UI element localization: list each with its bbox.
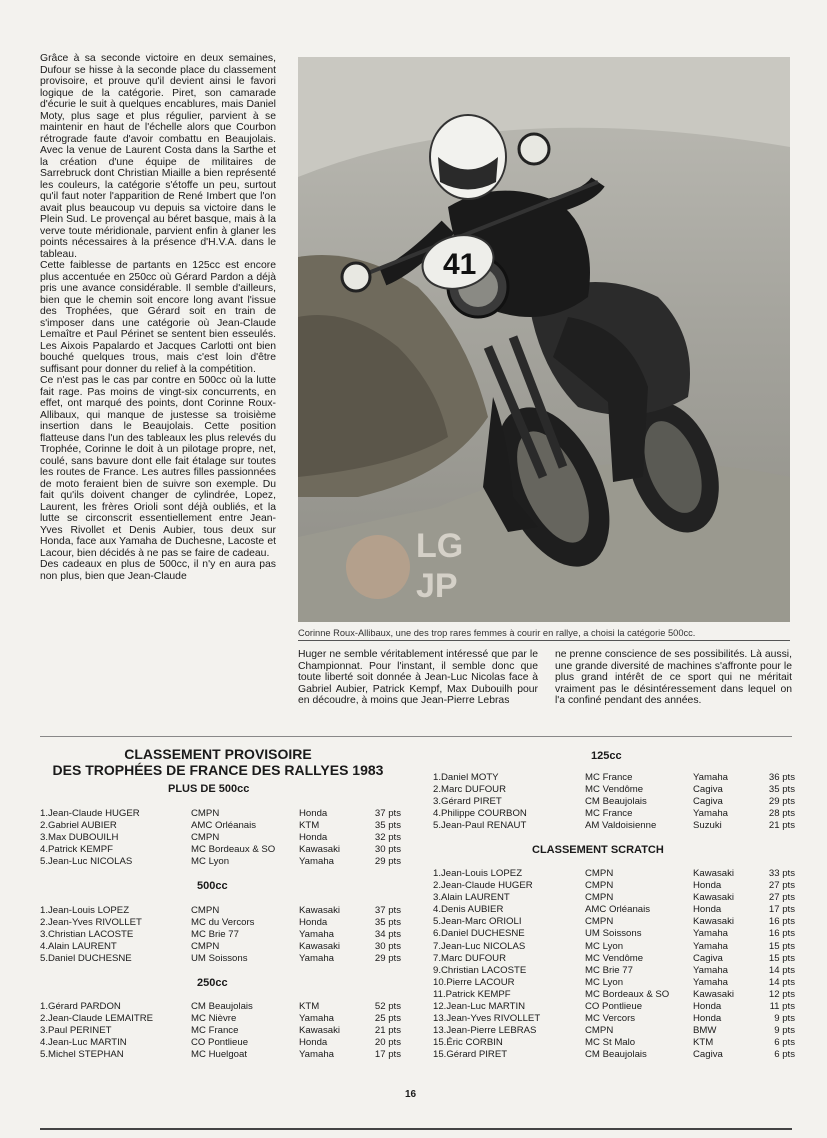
points: 16 pts [768,928,795,940]
rider-name: 10.Pierre LACOUR [433,976,515,988]
rider-name: 3.Alain LAURENT [433,892,510,904]
rider-name: 1.Jean-Louis LOPEZ [433,868,523,879]
standings-row [40,929,401,941]
points: 15 pts [768,940,795,952]
bike-make: Kawasaki [693,916,735,928]
points: 9 pts [774,1013,795,1025]
bike-make: Yamaha [299,953,335,965]
rider-name: 1.Jean-Louis LOPEZ [40,905,130,916]
standings-row [433,880,795,892]
rider-name: 5.Jean-Luc NICOLAS [40,856,133,868]
standings-row [433,1001,795,1013]
points: 35 pts [374,917,401,929]
points: 14 pts [768,976,795,988]
standings-row [40,1049,401,1061]
bike-make: Kawasaki [299,1025,341,1037]
club-name: MC Lyon [585,940,624,952]
bike-make: Yamaha [693,772,729,783]
bike-make: BMW [693,1025,717,1037]
standings-row [40,856,401,868]
standings-row [433,1025,795,1037]
article-paragraph: Huger ne semble véritablement intéressé que par le Championnat. Pour l'instant, il semble donc que toute liberté soit donnée à Jean-Luc Nicolas face à Gabriel Aubier, Patrick Kempf, Max Dubouilh pour en découdre, à moins que Jean-Pierre Lebras [298,649,538,706]
bike-make: Kawasaki [693,988,735,1000]
points: 27 pts [768,880,795,892]
standings-row [433,977,795,989]
points: 29 pts [374,856,401,868]
standings-row [433,953,795,965]
rider-name: 5.Daniel DUCHESNE [40,953,132,965]
page-number: 16 [405,1089,417,1100]
club-name: CM Beaujolais [585,1049,647,1061]
club-name: CM Beaujolais [585,796,647,808]
club-name: CMPN [585,868,614,879]
article-paragraph: Grâce à sa seconde victoire en deux semaines, Dufour se hisse à la seconde place du classement provisoire, et prouve qu'il devient ainsi le favori logique de la catégorie. Piret, son camarade d'écurie le suit à quelques encablures, mais Daniel Moty, plus sage et plus régulier, parvient à se maintenir en haut de l'échelle alors que Courbon rétrograde faute d'avoir combattu en Beaujolais. Avec la venue de Laurent Costa dans la Sarthe et la création d'une équipe de militaires de Sarrebruck dont Christian Miaille a bien représenté les couleurs, la catégorie s'étoffe un peu, surtout qu'il faut noter l'apparition de René Imbert que l'on avait plus beaucoup vu depuis sa victoire dans le Plein Sud. Le provençal au béret basque, mais à la verve toute méridionale, parvient enfin à glaner les points nécessaires à la présence d'H.V.A. dans le tableau. [40,53,276,260]
points: 25 pts [374,1013,401,1025]
motorcycle-photo [298,57,790,622]
rider-name: 12.Jean-Luc MARTIN [433,1001,526,1013]
bike-make: Cagiva [693,952,723,964]
points: 9 pts [774,1025,795,1037]
club-name: CMPN [585,892,614,904]
standings-row [40,1001,401,1013]
rider-name: 1.Gérard PARDON [40,1001,121,1012]
standings-row [40,1037,401,1049]
standings-title-line2: DES TROPHÉES DE FRANCE DES RALLYES 1983 [52,762,384,778]
rider-name: 1.Jean-Claude HUGER [40,808,140,819]
bike-make: Cagiva [693,796,723,808]
rider-name: 4.Patrick KEMPF [40,844,114,856]
points: 29 pts [374,953,401,965]
club-name: MC Lyon [585,976,624,988]
club-name: MC Lyon [191,856,230,868]
club-name: CMPN [585,880,614,892]
bike-make: KTM [693,1037,714,1049]
bike-make: Yamaha [693,808,729,820]
bike-make: Yamaha [299,929,335,941]
rider-name: 2.Marc DUFOUR [433,784,507,796]
bike-make: Yamaha [299,1013,335,1025]
club-name: CMPN [191,905,220,916]
article-paragraph: Des cadeaux en plus de 500cc, il n'y en aura pas non plus, bien que Jean-Claude [40,559,276,582]
standings-row [40,832,401,844]
club-name: MC France [585,772,633,783]
c250-table [40,1001,401,1061]
club-name: MC Vendôme [585,784,644,796]
standings-row [433,916,795,928]
bike-make: Honda [299,917,328,929]
rider-name: 15.Gérard PIRET [433,1049,508,1061]
section-divider [40,736,792,737]
club-name: MC Brie 77 [585,964,633,976]
club-name: MC Bordeaux & SO [191,844,276,856]
points: 21 pts [768,820,795,832]
bike-make: Yamaha [693,964,729,976]
points: 32 pts [374,832,401,844]
c500-table [40,905,401,965]
standings-title-line1: CLASSEMENT PROVISOIRE [124,746,312,762]
points: 6 pts [774,1049,795,1061]
bike-make: Honda [693,880,722,892]
standings-row [40,905,401,917]
c250-heading: 250cc [197,977,228,989]
club-name: MC France [191,1025,239,1037]
bike-make: Honda [693,904,722,916]
standings-row [40,844,401,856]
rider-name: 3.Paul PERINET [40,1025,112,1037]
c500-heading: 500cc [197,880,228,892]
bike-make: Kawasaki [299,905,341,916]
standings-row [433,820,795,832]
watermark-bottom: JP [416,567,458,605]
c125-heading: 125cc [591,750,622,762]
standings-row [40,953,401,965]
scratch-table [433,868,795,1062]
standings-row [433,808,795,820]
article-paragraph: Cette faiblesse de partants en 125cc est encore plus accentuée en 250cc où Gérard Pardon a déjà pris une avance considérable. Il semble d'ailleurs, bien que le chemin soit encore long avant l'issue des Trophées, que Gérard soit en train de s'imposer dans une catégorie où Jean-Claude Lemaître et Paul Périnet se sentent bien esseulés. Les Aixois Papalardo et Jacques Carlotti ont bien bouché quelques trous, mais c'est loin d'être suffisant pour donner du relief à la compétition. [40,260,276,375]
points: 27 pts [768,892,795,904]
club-name: AMC Orléanais [585,904,651,916]
bottom-rule [40,1128,792,1130]
standings-row [40,1013,401,1025]
rider-name: 7.Jean-Luc NICOLAS [433,940,526,952]
article-column-1 [40,53,276,582]
points: 35 pts [768,784,795,796]
club-name: UM Soissons [585,928,642,940]
standings-row [433,772,795,784]
standings-row [433,796,795,808]
club-name: MC Bordeaux & SO [585,988,670,1000]
standings-row [40,820,401,832]
rider-name: 13.Jean-Pierre LEBRAS [433,1025,537,1037]
rider-name: 2.Jean-Claude LEMAITRE [40,1013,154,1025]
points: 12 pts [768,988,795,1000]
watermark-top: LG [416,527,464,565]
rider-name: 3.Gérard PIRET [433,796,502,808]
club-name: MC Huelgoat [191,1049,247,1061]
rider-name: 11.Patrick KEMPF [433,988,511,1000]
club-name: MC Vercors [585,1013,636,1025]
bike-make: Kawasaki [693,868,735,879]
rider-name: 13.Jean-Yves RIVOLLET [433,1013,541,1025]
points: 37 pts [374,905,401,916]
race-number: 41 [443,248,477,281]
rider-name: 2.Jean-Yves RIVOLLET [40,917,142,929]
rider-name: 2.Jean-Claude HUGER [433,880,533,892]
rider-name: 15.Éric CORBIN [433,1037,503,1049]
rider-name: 5.Michel STEPHAN [40,1049,124,1061]
standings-row [433,928,795,940]
club-name: MC Brie 77 [191,929,239,941]
club-name: CO Pontlieue [585,1001,643,1013]
rider-name: 4.Jean-Luc MARTIN [40,1037,127,1049]
standings-row [433,868,795,880]
points: 30 pts [374,844,401,856]
bike-make: Yamaha [693,928,729,940]
bike-make: Kawasaki [299,941,341,953]
bike-make: Kawasaki [693,892,735,904]
rider-name: 5.Jean-Marc ORIOLI [433,916,522,928]
rider-name: 3.Christian LACOSTE [40,929,134,941]
club-name: UM Soissons [191,953,248,965]
points: 16 pts [768,916,795,928]
bike-make: Honda [693,1001,722,1013]
bike-make: Honda [693,1013,722,1025]
points: 17 pts [768,904,795,916]
points: 37 pts [374,808,401,819]
standings-row [433,1049,795,1061]
article-paragraph: ne prenne conscience de ses possibilités. Là aussi, une grande diversité de machines s'affronte pour le plus grand intérêt de ce sport qui ne méritait vraiment pas le désintéressement dans lequel on l'a confiné pendant des années. [555,649,792,706]
photo-caption: Corinne Roux-Allibaux, une des trop rares femmes à courir en rallye, a choisi la catégorie 500cc. [298,628,790,641]
points: 34 pts [374,929,401,941]
bike-make: Yamaha [299,856,335,868]
points: 30 pts [374,941,401,953]
motorcycle-illustration [298,57,790,622]
rider-name: 4.Alain LAURENT [40,941,117,953]
club-name: CMPN [191,832,220,844]
club-name: CMPN [585,1025,614,1037]
club-name: CO Pontlieue [191,1037,249,1049]
standings-row [40,1025,401,1037]
rider-name: 3.Max DUBOUILH [40,832,119,844]
standings-row [433,1037,795,1049]
rider-name: 1.Daniel MOTY [433,772,499,783]
club-name: CMPN [191,808,220,819]
plus500-table [40,808,401,868]
points: 20 pts [374,1037,401,1049]
points: 36 pts [768,772,795,783]
rider-name: 2.Gabriel AUBIER [40,820,117,832]
standings-row [433,941,795,953]
bike-make: Kawasaki [299,844,341,856]
plus500-heading: PLUS DE 500cc [168,783,250,795]
scratch-heading: CLASSEMENT SCRATCH [532,844,664,856]
bike-make: KTM [299,1001,320,1012]
points: 52 pts [374,1001,401,1012]
points: 11 pts [769,1001,795,1013]
standings-title [40,746,396,778]
bike-make: Yamaha [693,976,729,988]
article-column-2 [298,649,538,707]
club-name: MC Vendôme [585,952,644,964]
standings-row [433,965,795,977]
bike-make: Honda [299,1037,328,1049]
club-name: CMPN [585,916,614,928]
points: 35 pts [374,820,401,832]
c125-table [433,772,795,832]
rider-name: 5.Jean-Paul RENAUT [433,820,527,832]
standings-row [40,808,401,820]
club-name: AM Valdoisienne [585,820,657,832]
standings-row [433,989,795,1001]
bike-make: Yamaha [693,940,729,952]
standings-row [40,917,401,929]
points: 28 pts [768,808,795,820]
points: 21 pts [374,1025,401,1037]
rider-name: 4.Philippe COURBON [433,808,527,820]
standings-row [433,904,795,916]
points: 6 pts [774,1037,795,1049]
bike-make: Cagiva [693,1049,723,1061]
points: 14 pts [768,964,795,976]
article-column-3 [555,649,792,707]
bike-make: Cagiva [693,784,723,796]
club-name: CMPN [191,941,220,953]
club-name: MC du Vercors [191,917,255,929]
club-name: MC Nièvre [191,1013,237,1025]
bike-make: KTM [299,820,320,832]
points: 33 pts [768,868,795,879]
article-paragraph: Ce n'est pas le cas par contre en 500cc où la lutte fait rage. Pas moins de vingt-six concurrents, en effet, ont marqué des points, dont Corinne Roux-Allibaux, qui manque de justesse sa troisième insertion dans le Beaujolais. Cette position flatteuse dans l'un des tableaux les plus relevés du Trophée, Corinne le doit à un pilotage propre, net, coulé, sans bavure dont elle fait étalage sur toutes les routes de France. Les autres filles passionnées de moto feraient bien de suivre son exemple. Du fait qu'ils doivent changer de cylindrée, Lopez, Laurent, les frères Orioli sont déjà oubliés, et la lutte se circonscrit essentiellement entre Jean-Yves Rivollet et Denis Aubier, tous deux sur Honda, face aux Yamaha de Duchesne, Lacoste et Lacour, bien décidés à ne pas se faire de cadeau. [40,375,276,559]
rider-name: 9.Christian LACOSTE [433,964,527,976]
standings-row [40,941,401,953]
club-name: MC St Malo [585,1037,636,1049]
points: 17 pts [374,1049,401,1061]
bike-make: Suzuki [693,820,722,832]
points: 29 pts [768,796,795,808]
bike-make: Honda [299,832,328,844]
bike-make: Yamaha [299,1049,335,1061]
club-name: CM Beaujolais [191,1001,253,1012]
rider-name: 6.Daniel DUCHESNE [433,928,525,940]
club-name: MC France [585,808,633,820]
bike-make: Honda [299,808,328,819]
club-name: AMC Orléanais [191,820,257,832]
standings-row [433,1013,795,1025]
points: 15 pts [768,952,795,964]
standings-row [433,784,795,796]
standings-row [433,892,795,904]
rider-name: 7.Marc DUFOUR [433,952,507,964]
rider-name: 4.Denis AUBIER [433,904,504,916]
